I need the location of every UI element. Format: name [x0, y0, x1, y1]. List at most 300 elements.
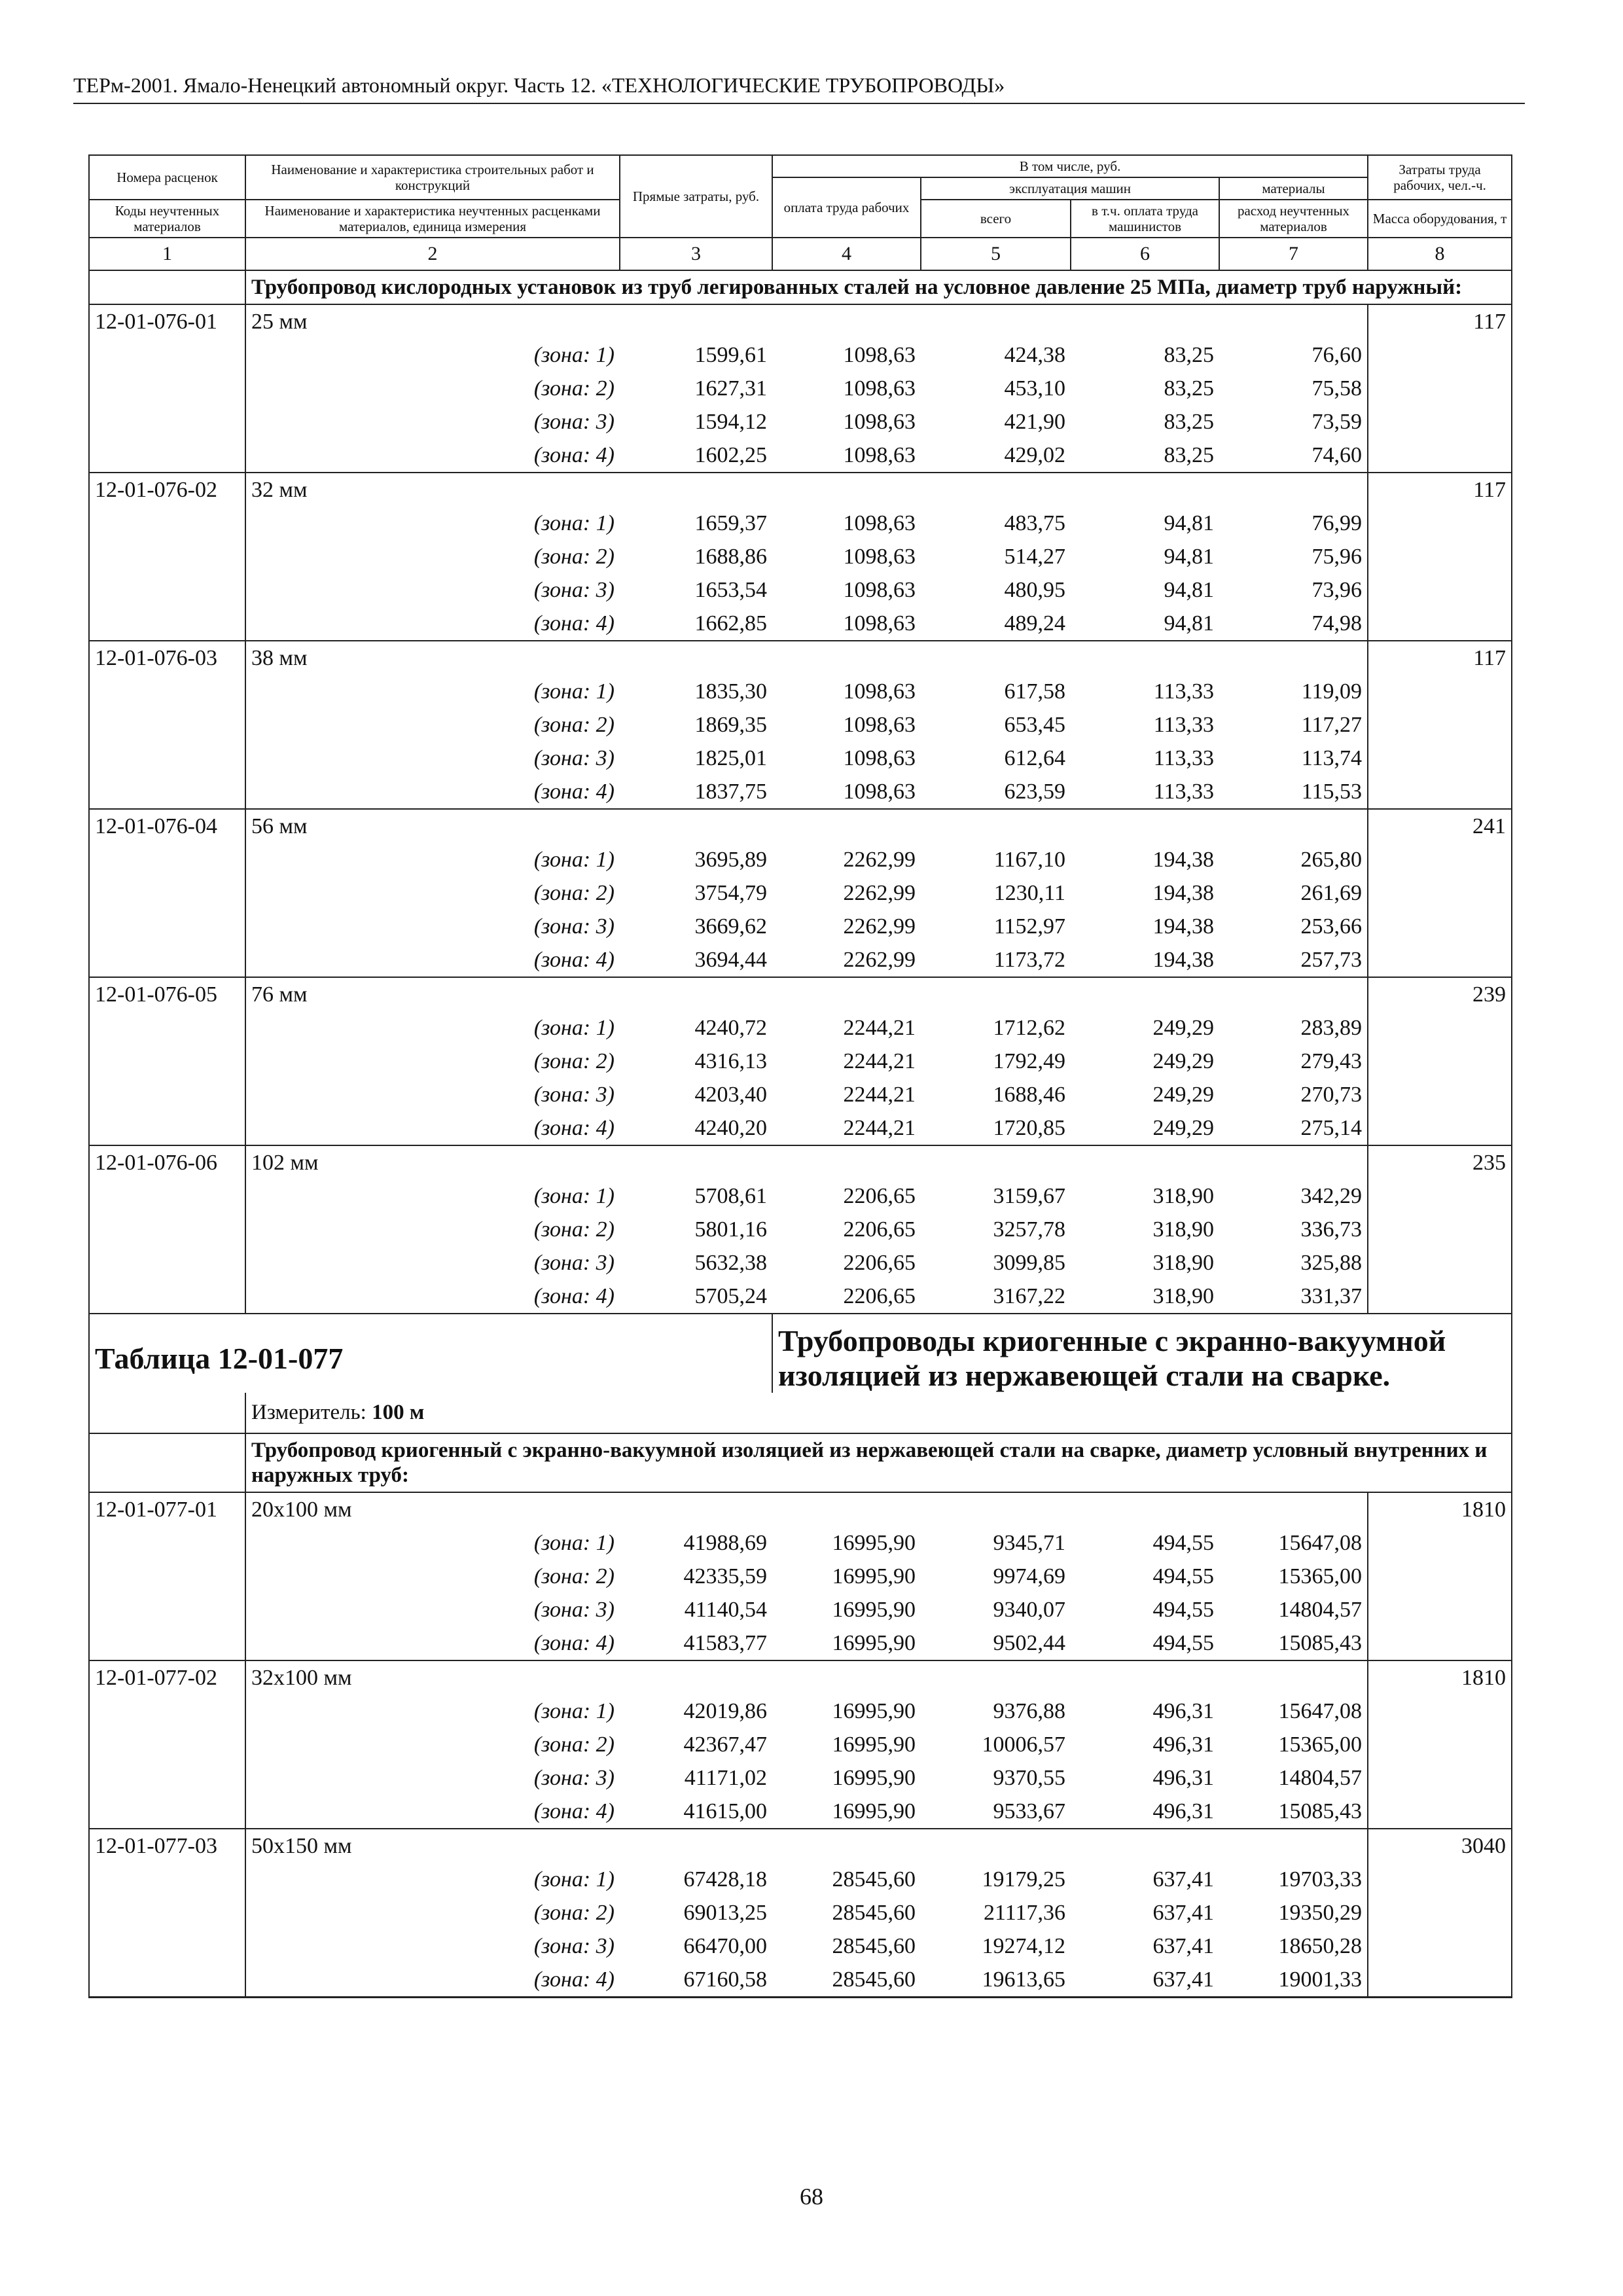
labor-spacer [1368, 1560, 1512, 1593]
worker-wage: 28545,60 [832, 1901, 916, 1925]
code-spacer [89, 1863, 245, 1896]
operator-wage: 496,31 [1152, 1732, 1214, 1757]
zone-row [89, 675, 1512, 708]
machine-cost: 1230,11 [993, 881, 1065, 905]
direct-cost: 67160,58 [620, 1963, 772, 1998]
direct-cost: 1627,31 [694, 376, 767, 401]
machine-cost: 1720,85 [993, 1116, 1065, 1140]
zone-row [89, 1179, 1512, 1213]
labor-spacer [1368, 1078, 1512, 1111]
section-code-cell [89, 1433, 245, 1492]
direct-cost: 1653,54 [694, 578, 767, 602]
direct-cost: 1837,75 [694, 780, 767, 804]
materials-cost: 14804,57 [1278, 1598, 1363, 1622]
machine-cost: 19179,25 [982, 1867, 1065, 1892]
column-number: 1 [89, 238, 245, 270]
zone-label: (зона: 1) [533, 511, 615, 535]
code-spacer [89, 675, 245, 708]
empty-cell [1071, 473, 1219, 507]
materials-cost: 75,96 [1311, 545, 1363, 569]
zone-label: (зона: 4) [533, 443, 615, 467]
worker-wage: 2206,65 [843, 1217, 916, 1242]
code-spacer [89, 573, 245, 607]
code-spacer [89, 943, 245, 977]
empty-cell [1071, 1660, 1219, 1695]
materials-cost: 15085,43 [1278, 1799, 1363, 1823]
code-spacer [89, 507, 245, 540]
worker-wage: 2206,65 [843, 1284, 916, 1308]
rate-name: 25 мм [245, 304, 620, 338]
empty-cell [1071, 1492, 1219, 1526]
zone-label: (зона: 2) [533, 1564, 615, 1588]
labor-spacer [1368, 1896, 1512, 1929]
rate-group-row [89, 641, 1512, 675]
machine-cost: 10006,57 [982, 1732, 1065, 1757]
labor-spacer [1368, 1626, 1512, 1660]
machine-cost: 653,45 [1004, 713, 1065, 737]
empty-cell [1071, 1145, 1219, 1179]
code-spacer [89, 1526, 245, 1560]
zone-label: (зона: 3) [533, 410, 615, 434]
empty-cell [921, 1492, 1071, 1526]
labor-spacer [1368, 775, 1512, 809]
zone-row [89, 1526, 1512, 1560]
direct-cost: 1662,85 [694, 611, 767, 636]
zone-label: (зона: 3) [533, 1083, 615, 1107]
direct-cost: 5705,24 [694, 1284, 767, 1308]
materials-cost: 336,73 [1300, 1217, 1363, 1242]
empty-cell [772, 1492, 921, 1526]
code-spacer [89, 1593, 245, 1626]
column-number: 2 [245, 238, 620, 270]
section-title: Трубопровод кислородных установок из труб легированных сталей на условное давление 25 МПа, диаметр труб наружный: [245, 270, 1512, 304]
machine-cost: 453,10 [1004, 376, 1065, 401]
worker-wage: 2244,21 [843, 1083, 916, 1107]
direct-cost: 1659,37 [694, 511, 767, 535]
materials-cost: 113,74 [1301, 746, 1363, 770]
zone-row [89, 1078, 1512, 1111]
zone-row [89, 742, 1512, 775]
worker-wage: 1098,63 [843, 713, 916, 737]
materials-cost: 257,73 [1300, 948, 1363, 972]
zone-label: (зона: 2) [533, 1049, 615, 1073]
zone-row [89, 338, 1512, 372]
zone-row [89, 1213, 1512, 1246]
header-material-codes: Коды неучтенных материалов [89, 200, 245, 238]
zone-label: (зона: 2) [533, 1732, 615, 1757]
empty-cell [772, 1829, 921, 1863]
labor-spacer [1368, 1728, 1512, 1761]
labor-cost: 241 [1368, 809, 1512, 843]
zone-label: (зона: 1) [533, 679, 615, 704]
zone-row [89, 876, 1512, 910]
code-spacer [89, 1179, 245, 1213]
zone-label: (зона: 1) [533, 1531, 615, 1555]
rate-name: 20x100 мм [245, 1492, 620, 1526]
operator-wage: 83,25 [1164, 376, 1214, 401]
machine-cost: 9974,69 [993, 1564, 1065, 1588]
operator-wage: 637,41 [1152, 1934, 1214, 1958]
direct-cost: 3669,62 [694, 914, 767, 939]
worker-wage: 16995,90 [832, 1732, 916, 1757]
direct-cost: 41988,69 [683, 1531, 767, 1555]
rate-group-row [89, 1492, 1512, 1526]
code-spacer [89, 1896, 245, 1929]
labor-spacer [1368, 540, 1512, 573]
header-including: В том числе, руб. [772, 155, 1368, 177]
zone-label: (зона: 2) [533, 1901, 615, 1925]
empty-cell [1219, 809, 1368, 843]
code-spacer [89, 742, 245, 775]
header-equipment-mass: Масса оборудования, т [1368, 200, 1512, 238]
zone-row [89, 1626, 1512, 1660]
machine-cost: 1167,10 [993, 848, 1065, 872]
zone-row [89, 943, 1512, 977]
rate-code: 12-01-076-06 [89, 1145, 245, 1179]
operator-wage: 113,33 [1153, 713, 1214, 737]
machine-cost: 612,64 [1004, 746, 1065, 770]
direct-cost: 69013,25 [683, 1901, 767, 1925]
zone-row [89, 607, 1512, 641]
zone-label: (зона: 1) [533, 848, 615, 872]
rate-name: 76 мм [245, 977, 620, 1011]
worker-wage: 2244,21 [843, 1116, 916, 1140]
materials-cost: 279,43 [1300, 1049, 1363, 1073]
page-number: 68 [800, 2183, 823, 2210]
worker-wage: 16995,90 [832, 1766, 916, 1790]
operator-wage: 113,33 [1153, 746, 1214, 770]
labor-cost: 1810 [1368, 1660, 1512, 1695]
materials-cost: 76,99 [1311, 511, 1363, 535]
materials-cost: 15647,08 [1278, 1531, 1363, 1555]
rate-code: 12-01-077-01 [89, 1492, 245, 1526]
materials-cost: 74,98 [1311, 611, 1363, 636]
code-spacer [89, 405, 245, 439]
empty-cell [620, 1660, 772, 1695]
machine-cost: 9502,44 [993, 1631, 1065, 1655]
materials-cost: 19350,29 [1278, 1901, 1363, 1925]
zone-label: (зона: 4) [533, 1631, 615, 1655]
zone-label: (зона: 4) [533, 948, 615, 972]
zone-row [89, 1560, 1512, 1593]
worker-wage: 1098,63 [843, 679, 916, 704]
table-unit-row [89, 1393, 1512, 1433]
labor-spacer [1368, 1795, 1512, 1829]
zone-row [89, 910, 1512, 943]
table-label: Таблица 12-01-077 [89, 1314, 772, 1393]
code-spacer [89, 910, 245, 943]
empty-cell [921, 1660, 1071, 1695]
empty-cell [1071, 809, 1219, 843]
header-work-name: Наименование и характеристика строительных работ и конструкций [245, 155, 620, 200]
zone-label: (зона: 3) [533, 1934, 615, 1958]
zone-row [89, 1111, 1512, 1145]
zone-label: (зона: 4) [533, 1284, 615, 1308]
zone-label: (зона: 3) [533, 1251, 615, 1275]
zone-row [89, 1929, 1512, 1963]
labor-spacer [1368, 910, 1512, 943]
header-machines: эксплуатация машин [921, 177, 1219, 200]
labor-spacer [1368, 405, 1512, 439]
zone-label: (зона: 2) [533, 1217, 615, 1242]
code-spacer [89, 1761, 245, 1795]
direct-cost: 5708,61 [694, 1184, 767, 1208]
worker-wage: 28545,60 [832, 1934, 916, 1958]
zone-label: (зона: 3) [533, 1598, 615, 1622]
operator-wage: 83,25 [1164, 343, 1214, 367]
header-machines-total: всего [921, 200, 1071, 238]
worker-wage: 1098,63 [843, 611, 916, 636]
machine-cost: 429,02 [1004, 443, 1065, 467]
operator-wage: 494,55 [1152, 1598, 1214, 1622]
zone-label: (зона: 4) [533, 1799, 615, 1823]
direct-cost: 1594,12 [694, 410, 767, 434]
worker-wage: 28545,60 [832, 1867, 916, 1892]
materials-cost: 15365,00 [1278, 1564, 1363, 1588]
empty-cell [1071, 1829, 1219, 1863]
zone-label: (зона: 4) [245, 1963, 620, 1998]
empty-cell [620, 977, 772, 1011]
machine-cost: 1152,97 [993, 914, 1065, 939]
labor-spacer [1368, 1593, 1512, 1626]
empty-cell [772, 641, 921, 675]
worker-wage: 2262,99 [843, 914, 916, 939]
direct-cost: 66470,00 [683, 1934, 767, 1958]
header-labor-costs: Затраты труда рабочих, чел.-ч. [1368, 155, 1512, 200]
materials-cost: 270,73 [1300, 1083, 1363, 1107]
materials-cost: 14804,57 [1278, 1766, 1363, 1790]
header-materials: материалы [1219, 177, 1368, 200]
operator-wage: 113,33 [1153, 780, 1214, 804]
machine-cost: 3167,22 [993, 1284, 1065, 1308]
direct-cost: 1869,35 [694, 713, 767, 737]
direct-cost: 41140,54 [684, 1598, 767, 1622]
labor-cost: 3040 [1368, 1829, 1512, 1863]
empty-cell [620, 1829, 772, 1863]
labor-spacer [1368, 843, 1512, 876]
direct-cost: 42367,47 [683, 1732, 767, 1757]
labor-spacer [1368, 675, 1512, 708]
materials-cost: 325,88 [1300, 1251, 1363, 1275]
operator-wage: 496,31 [1152, 1766, 1214, 1790]
operator-wage: 113,33 [1153, 679, 1214, 704]
rate-name: 50x150 мм [245, 1829, 620, 1863]
code-spacer [89, 1246, 245, 1280]
header-direct-costs: Прямые затраты, руб. [620, 155, 772, 238]
zone-row [89, 1795, 1512, 1829]
table-name: Трубопроводы криогенные с экранно-вакуумной изоляцией из нержавеющей стали на сварке. [772, 1314, 1512, 1393]
zone-label: (зона: 2) [533, 545, 615, 569]
table-unit [245, 1393, 1512, 1433]
zone-row [89, 1896, 1512, 1929]
direct-cost: 4316,13 [694, 1049, 767, 1073]
operator-wage: 318,90 [1152, 1251, 1214, 1275]
section-code-cell [89, 270, 245, 304]
section-title-row [89, 270, 1512, 304]
materials-cost: 283,89 [1300, 1016, 1363, 1040]
machine-cost: 21117,36 [984, 1901, 1065, 1925]
worker-wage: 2206,65 [843, 1251, 916, 1275]
rate-group-row [89, 1829, 1512, 1863]
worker-wage: 1098,63 [843, 376, 916, 401]
machine-cost: 9370,55 [993, 1766, 1065, 1790]
materials-cost: 73,59 [1311, 410, 1363, 434]
empty-cell [1219, 641, 1368, 675]
direct-cost: 67428,18 [683, 1867, 767, 1892]
code-spacer [89, 607, 245, 641]
worker-wage: 16995,90 [832, 1531, 916, 1555]
direct-cost: 5801,16 [694, 1217, 767, 1242]
zone-row [89, 1246, 1512, 1280]
code-spacer [89, 775, 245, 809]
labor-spacer [1368, 1963, 1512, 1998]
zone-label: (зона: 1) [533, 343, 615, 367]
labor-spacer [1368, 573, 1512, 607]
code-spacer [89, 843, 245, 876]
direct-cost: 4240,20 [694, 1116, 767, 1140]
zone-label: (зона: 1) [533, 1867, 615, 1892]
column-numbers-row [89, 238, 1512, 270]
labor-spacer [1368, 439, 1512, 473]
direct-cost: 3754,79 [694, 881, 767, 905]
worker-wage: 2262,99 [843, 848, 916, 872]
rate-name: 56 мм [245, 809, 620, 843]
header-unaccounted-materials: расход неучтенных материалов [1219, 200, 1368, 238]
worker-wage: 1098,63 [843, 545, 916, 569]
rate-group-row [89, 1660, 1512, 1695]
operator-wage: 318,90 [1152, 1217, 1214, 1242]
empty-cell [620, 641, 772, 675]
labor-spacer [1368, 1246, 1512, 1280]
materials-cost: 331,37 [1300, 1284, 1363, 1308]
machine-cost: 9376,88 [993, 1699, 1065, 1723]
materials-cost: 75,58 [1311, 376, 1363, 401]
code-spacer [89, 1795, 245, 1829]
empty-cell [620, 809, 772, 843]
code-spacer [89, 1560, 245, 1593]
operator-wage: 494,55 [1152, 1531, 1214, 1555]
materials-cost: 261,69 [1300, 881, 1363, 905]
empty-cell [1219, 1660, 1368, 1695]
empty-cell [921, 473, 1071, 507]
rate-code: 12-01-076-01 [89, 304, 245, 338]
worker-wage: 16995,90 [832, 1598, 916, 1622]
direct-cost: 41583,77 [683, 1631, 767, 1655]
machine-cost: 3099,85 [993, 1251, 1065, 1275]
machine-cost: 424,38 [1004, 343, 1065, 367]
labor-spacer [1368, 876, 1512, 910]
worker-wage: 16995,90 [832, 1564, 916, 1588]
operator-wage: 637,41 [1152, 1901, 1214, 1925]
machine-cost: 480,95 [1004, 578, 1065, 602]
labor-cost: 117 [1368, 641, 1512, 675]
empty-cell [1071, 304, 1219, 338]
empty-cell [921, 304, 1071, 338]
worker-wage: 2262,99 [843, 948, 916, 972]
zone-row [89, 1963, 1512, 1998]
operator-wage: 94,81 [1164, 611, 1214, 636]
labor-cost: 239 [1368, 977, 1512, 1011]
operator-wage: 83,25 [1164, 410, 1214, 434]
zone-row [89, 405, 1512, 439]
empty-cell [1219, 304, 1368, 338]
labor-cost: 117 [1368, 473, 1512, 507]
machine-cost: 421,90 [1004, 410, 1065, 434]
rates-table [88, 154, 1512, 1998]
materials-cost: 253,66 [1300, 914, 1363, 939]
zone-row [89, 1045, 1512, 1078]
labor-spacer [1368, 943, 1512, 977]
zone-row [89, 708, 1512, 742]
machine-cost: 623,59 [1004, 780, 1065, 804]
empty-cell [772, 1660, 921, 1695]
zone-row [89, 1761, 1512, 1795]
header-rate-numbers: Номера расценок [89, 155, 245, 200]
direct-cost: 1602,25 [694, 443, 767, 467]
machine-cost: 19613,65 [921, 1963, 1071, 1998]
rate-group-row [89, 977, 1512, 1011]
zone-row [89, 1593, 1512, 1626]
column-number: 6 [1071, 238, 1219, 270]
labor-spacer [1368, 607, 1512, 641]
direct-cost: 4203,40 [694, 1083, 767, 1107]
labor-spacer [1368, 708, 1512, 742]
section-title: Трубопровод криогенный с экранно-вакуумной изоляцией из нержавеющей стали на сварке, диаметр условный внутренних и наружных труб: [245, 1433, 1512, 1492]
machine-cost: 1792,49 [993, 1049, 1065, 1073]
labor-spacer [1368, 1111, 1512, 1145]
worker-wage: 28545,60 [772, 1963, 921, 1998]
zone-row [89, 775, 1512, 809]
rate-group-row [89, 304, 1512, 338]
direct-cost: 42019,86 [683, 1699, 767, 1723]
column-number: 4 [772, 238, 921, 270]
materials-cost: 19703,33 [1278, 1867, 1363, 1892]
machine-cost: 489,24 [1004, 611, 1065, 636]
direct-cost: 1835,30 [694, 679, 767, 704]
zone-row [89, 1695, 1512, 1728]
code-spacer [89, 1011, 245, 1045]
zone-label: (зона: 3) [533, 746, 615, 770]
labor-spacer [1368, 1526, 1512, 1560]
code-spacer [89, 439, 245, 473]
header-material-names: Наименование и характеристика неучтенных расценками материалов, единица измерения [245, 200, 620, 238]
code-spacer [89, 1045, 245, 1078]
empty-cell [772, 473, 921, 507]
zone-label: (зона: 1) [533, 1184, 615, 1208]
code-spacer [89, 338, 245, 372]
empty-cell [921, 1145, 1071, 1179]
direct-cost: 42335,59 [683, 1564, 767, 1588]
code-spacer [89, 1280, 245, 1314]
empty-cell [620, 1145, 772, 1179]
empty-cell [1219, 1492, 1368, 1526]
empty-cell [620, 473, 772, 507]
worker-wage: 2244,21 [843, 1016, 916, 1040]
code-spacer [89, 876, 245, 910]
zone-row [89, 573, 1512, 607]
empty-cell [1071, 641, 1219, 675]
zone-label: (зона: 2) [533, 376, 615, 401]
zone-label: (зона: 4) [533, 780, 615, 804]
worker-wage: 1098,63 [843, 746, 916, 770]
rate-name: 102 мм [245, 1145, 620, 1179]
rate-code: 12-01-076-03 [89, 641, 245, 675]
rate-code: 12-01-076-04 [89, 809, 245, 843]
worker-wage: 1098,63 [843, 578, 916, 602]
rate-code: 12-01-077-02 [89, 1660, 245, 1695]
zone-row [89, 1863, 1512, 1896]
labor-spacer [1368, 1011, 1512, 1045]
